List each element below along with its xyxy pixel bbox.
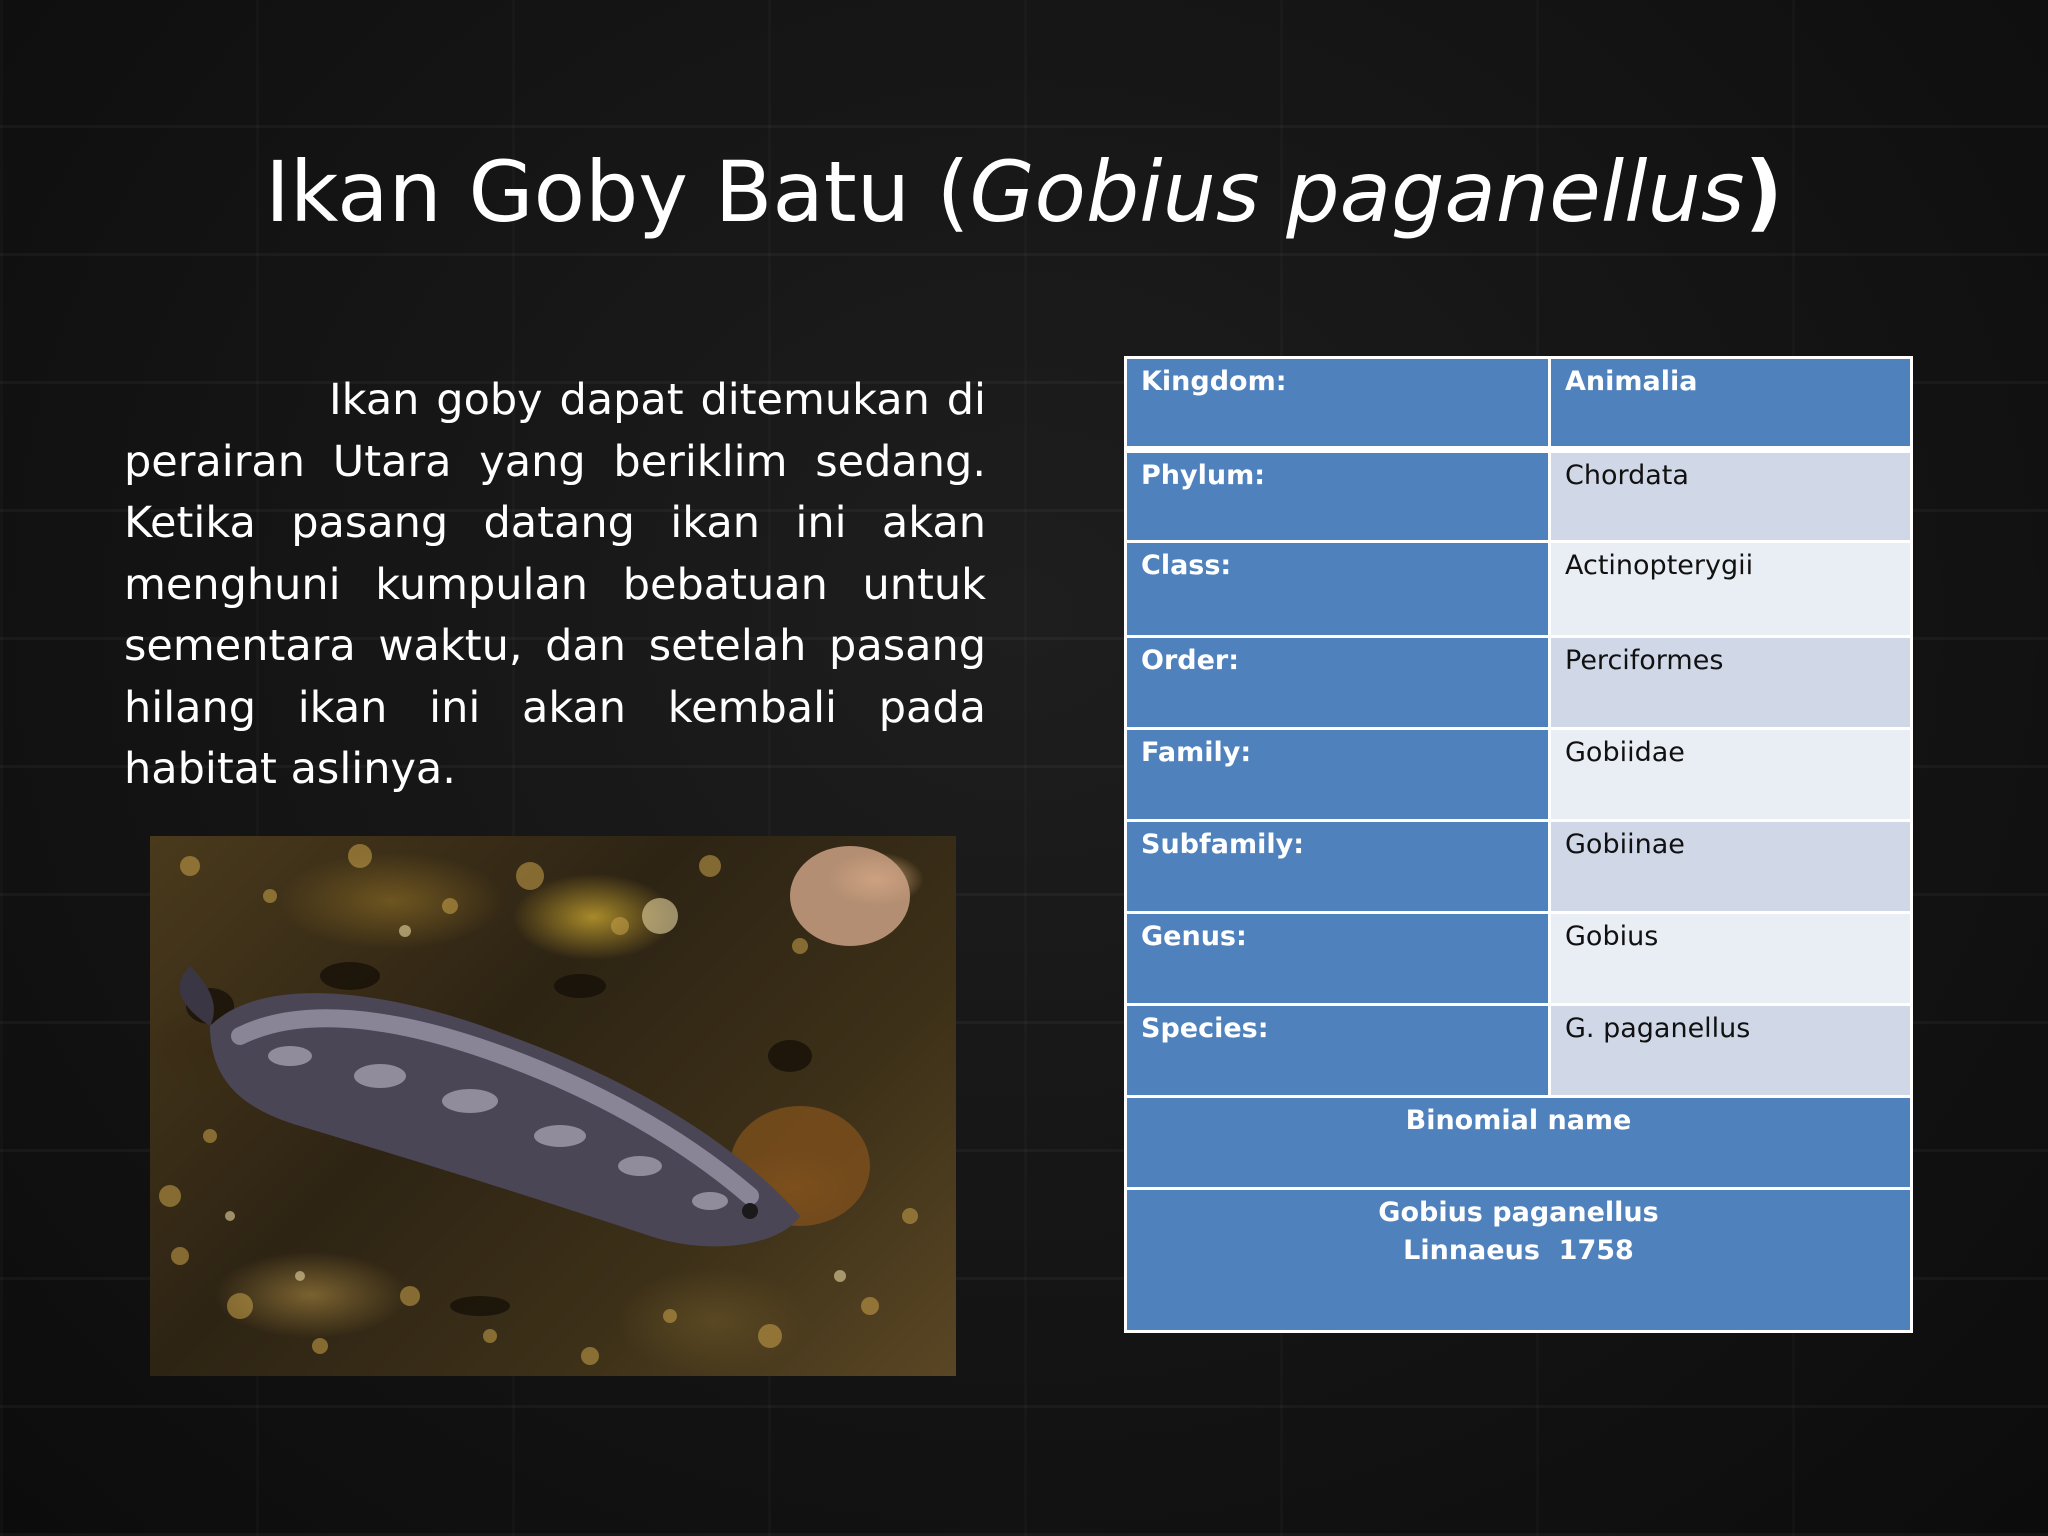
taxonomy-value: Gobiidae: [1550, 729, 1912, 821]
taxonomy-label: Species:: [1126, 1005, 1550, 1097]
title-close: ): [1744, 143, 1783, 241]
table-row: [1126, 1189, 1912, 1332]
taxonomy-value: Gobiinae: [1550, 821, 1912, 913]
taxonomy-value: Animalia: [1550, 358, 1912, 450]
binomial-author: Linnaeus 1758: [1403, 1235, 1634, 1266]
table-row: [1126, 1097, 1912, 1189]
taxonomy-value: Chordata: [1550, 450, 1912, 542]
taxonomy-label: Order:: [1126, 637, 1550, 729]
taxonomy-label: Genus:: [1126, 913, 1550, 1005]
taxonomy-label: Family:: [1126, 729, 1550, 821]
table-row: [1126, 450, 1912, 542]
description-paragraph: Ikan goby dapat ditemukan di perairan Utara yang beriklim sedang. Ketika pasang datang ikan ini akan menghuni kumpulan bebatuan untuk sementara waktu, dan setelah pasang hilang ikan ini akan kembali pada habitat aslinya.: [124, 375, 986, 794]
table-row: [1126, 542, 1912, 637]
taxonomy-label: Subfamily:: [1126, 821, 1550, 913]
slide-title: [0, 142, 2048, 242]
taxonomy-value: Actinopterygii: [1550, 542, 1912, 637]
fish-illustration: [150, 836, 956, 1376]
taxonomy-value: G. paganellus: [1550, 1005, 1912, 1097]
table-row: [1126, 358, 1912, 450]
table-row: [1126, 637, 1912, 729]
goby-fish-photo: [150, 836, 956, 1376]
taxonomy-label: Phylum:: [1126, 450, 1550, 542]
taxonomy-table: [1124, 356, 1913, 1333]
table-row: [1126, 729, 1912, 821]
binomial-cell: [1126, 1189, 1912, 1332]
title-main: Ikan Goby Batu (: [265, 143, 970, 241]
table-row: [1126, 913, 1912, 1005]
binomial-name: Gobius paganellus: [1378, 1197, 1659, 1228]
table-row: [1126, 1005, 1912, 1097]
table-row: [1126, 821, 1912, 913]
taxonomy-label: Kingdom:: [1126, 358, 1550, 450]
title-scientific-name: Gobius paganellus: [969, 143, 1745, 241]
taxonomy-value: Gobius: [1550, 913, 1912, 1005]
taxonomy-label: Class:: [1126, 542, 1550, 637]
taxonomy-value: Perciformes: [1550, 637, 1912, 729]
binomial-header: Binomial name: [1126, 1097, 1912, 1189]
